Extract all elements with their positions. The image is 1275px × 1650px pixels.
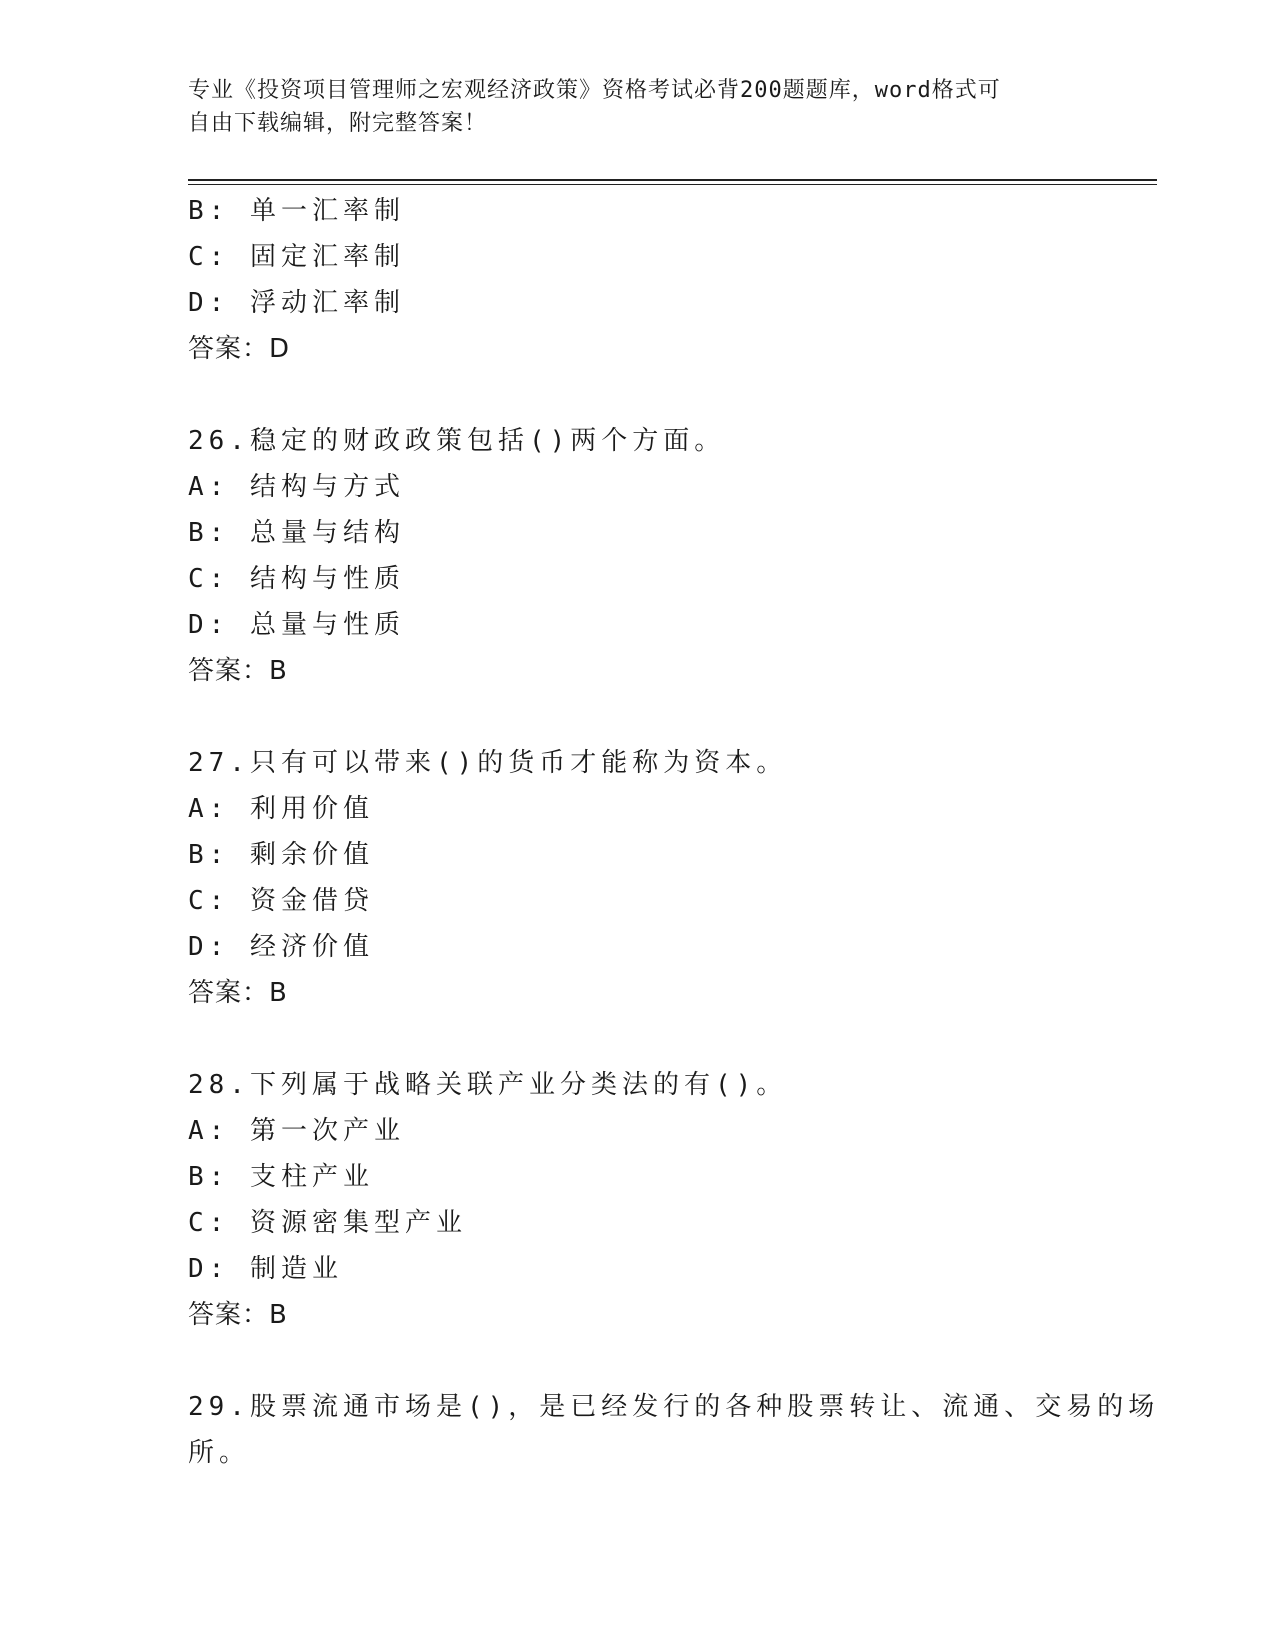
option-d: D: 总量与性质 xyxy=(188,610,405,640)
header-divider-thick xyxy=(188,179,1157,181)
question-28 xyxy=(188,1062,1088,1338)
question-text: 27.只有可以带来()的货币才能称为资本。 xyxy=(188,748,788,778)
option-b: B: 支柱产业 xyxy=(188,1162,374,1192)
partial-question xyxy=(188,188,1088,372)
header-divider-thin xyxy=(188,184,1157,185)
question-29 xyxy=(188,1384,1160,1476)
answer: 答案：B xyxy=(188,656,288,686)
header-line-2: 自由下载编辑，附完整答案！ xyxy=(188,111,488,136)
option-c: C: 资金借贷 xyxy=(188,886,374,916)
option-a: A: 利用价值 xyxy=(188,794,374,824)
question-27 xyxy=(188,740,1088,1016)
header-line-1: 专业《投资项目管理师之宏观经济政策》资格考试必背200题题库，word格式可 xyxy=(188,78,1001,103)
option-d: D: 制造业 xyxy=(188,1254,343,1284)
answer: 答案：D xyxy=(188,334,291,364)
answer: 答案：B xyxy=(188,1300,288,1330)
option-b: B: 总量与结构 xyxy=(188,518,405,548)
option-b: B: 剩余价值 xyxy=(188,840,374,870)
option-a: A: 结构与方式 xyxy=(188,472,405,502)
question-text: 28.下列属于战略关联产业分类法的有()。 xyxy=(188,1070,788,1100)
option-d: D: 浮动汇率制 xyxy=(188,288,405,318)
question-text: 26.稳定的财政政策包括()两个方面。 xyxy=(188,426,726,456)
question-content xyxy=(188,188,1160,1476)
question-text-line-2: 所。 xyxy=(188,1438,251,1468)
question-text-line-1: 29.股票流通市场是()，是已经发行的各种股票转让、流通、交易的场 xyxy=(188,1392,1160,1422)
answer: 答案：B xyxy=(188,978,288,1008)
document-header xyxy=(188,74,1088,140)
option-c: C: 结构与性质 xyxy=(188,564,405,594)
option-a: A: 第一次产业 xyxy=(188,1116,405,1146)
option-b: B: 单一汇率制 xyxy=(188,196,405,226)
option-c: C: 固定汇率制 xyxy=(188,242,405,272)
question-26 xyxy=(188,418,1088,694)
option-c: C: 资源密集型产业 xyxy=(188,1208,467,1238)
option-d: D: 经济价值 xyxy=(188,932,374,962)
